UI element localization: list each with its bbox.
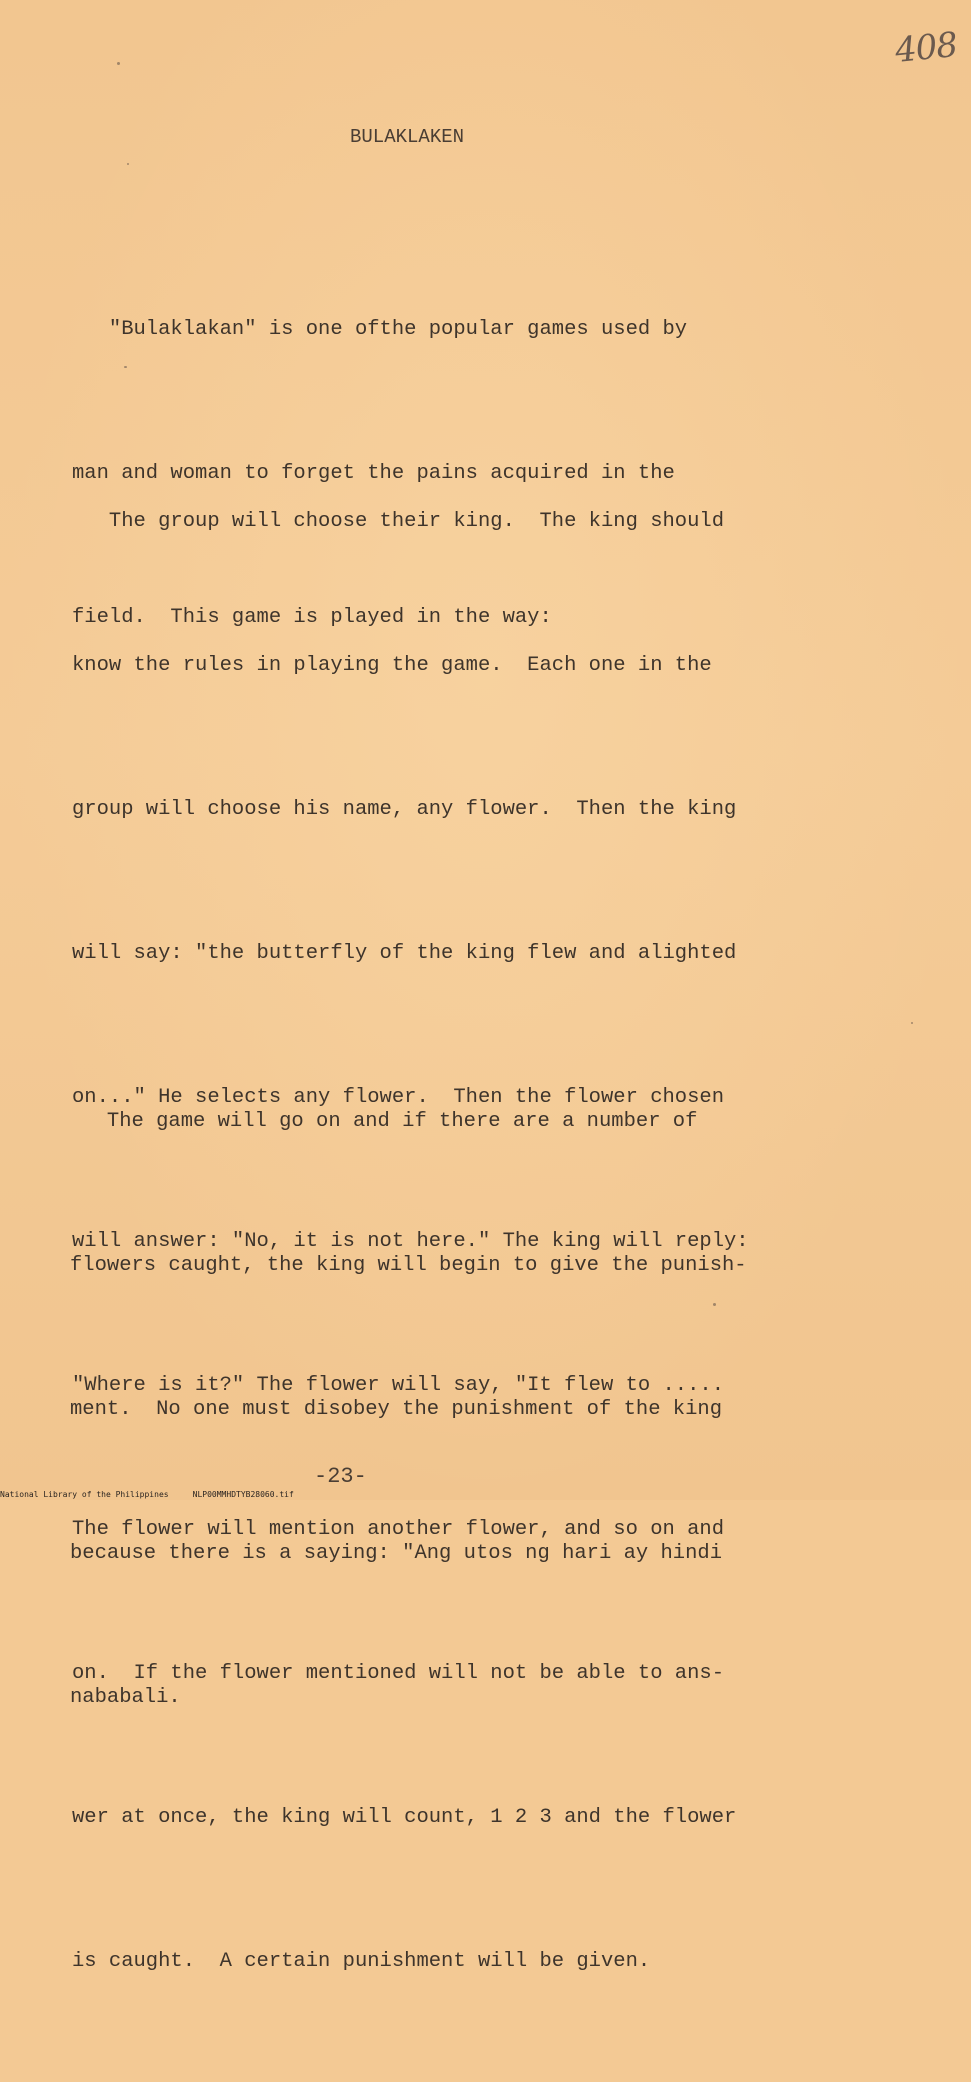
paper-speck: [117, 62, 120, 65]
paragraph-line: The flower will mention another flower, and so on and: [72, 1518, 725, 1541]
paragraph-line: will say: "the butterfly of the king flew and alighted: [72, 942, 737, 965]
paragraph-punishment: [70, 1002, 870, 1818]
paragraph-line: because there is a saying: "Ang utos ng hari ay hindi: [70, 1542, 723, 1565]
handwritten-page-number: 408: [893, 24, 959, 72]
paragraph-line: man and woman to forget the pains acquired in the: [72, 462, 675, 485]
paper-speck: [713, 1303, 716, 1306]
paragraph-line: wer at once, the king will count, 1 2 3 and the flower: [72, 1806, 737, 1829]
archive-label: National Library of the Philippines NLP00MMHDTYB28060.tif: [0, 1490, 294, 1499]
paragraph-line: "Where is it?" The flower will say, "It flew to .....: [72, 1374, 725, 1397]
paragraph-line: "Bulaklakan" is one ofthe popular games used by: [72, 318, 688, 341]
paragraph-line: on..." He selects any flower. Then the flower chosen: [72, 1086, 725, 1109]
paragraph-line: ment. No one must disobey the punishment of the king: [70, 1398, 723, 1421]
paragraph-line: field. This game is played in the way:: [72, 606, 552, 629]
footer-page-number: -23-: [314, 1464, 367, 1489]
paragraph-line: group will choose his name, any flower. Then the king: [72, 798, 737, 821]
paragraph-line: will answer: "No, it is not here." The king will reply:: [72, 1230, 749, 1253]
paragraph-line: nababali.: [70, 1686, 181, 1709]
document-title: BULAKLAKEN: [350, 126, 465, 148]
paragraph-line: flowers caught, the king will begin to give the punish-: [70, 1254, 747, 1277]
paragraph-line: on. If the flower mentioned will not be able to ans-: [72, 1662, 725, 1685]
paper-speck: [127, 163, 129, 165]
paragraph-line: know the rules in playing the game. Each one in the: [72, 654, 712, 677]
paragraph-line: is caught. A certain punishment will be given.: [72, 1950, 651, 1973]
paper-speck: [124, 366, 127, 368]
paragraph-line: The group will choose their king. The king should: [72, 510, 725, 533]
paper-speck: [911, 1022, 913, 1024]
paragraph-line: The game will go on and if there are a number of: [70, 1110, 698, 1133]
